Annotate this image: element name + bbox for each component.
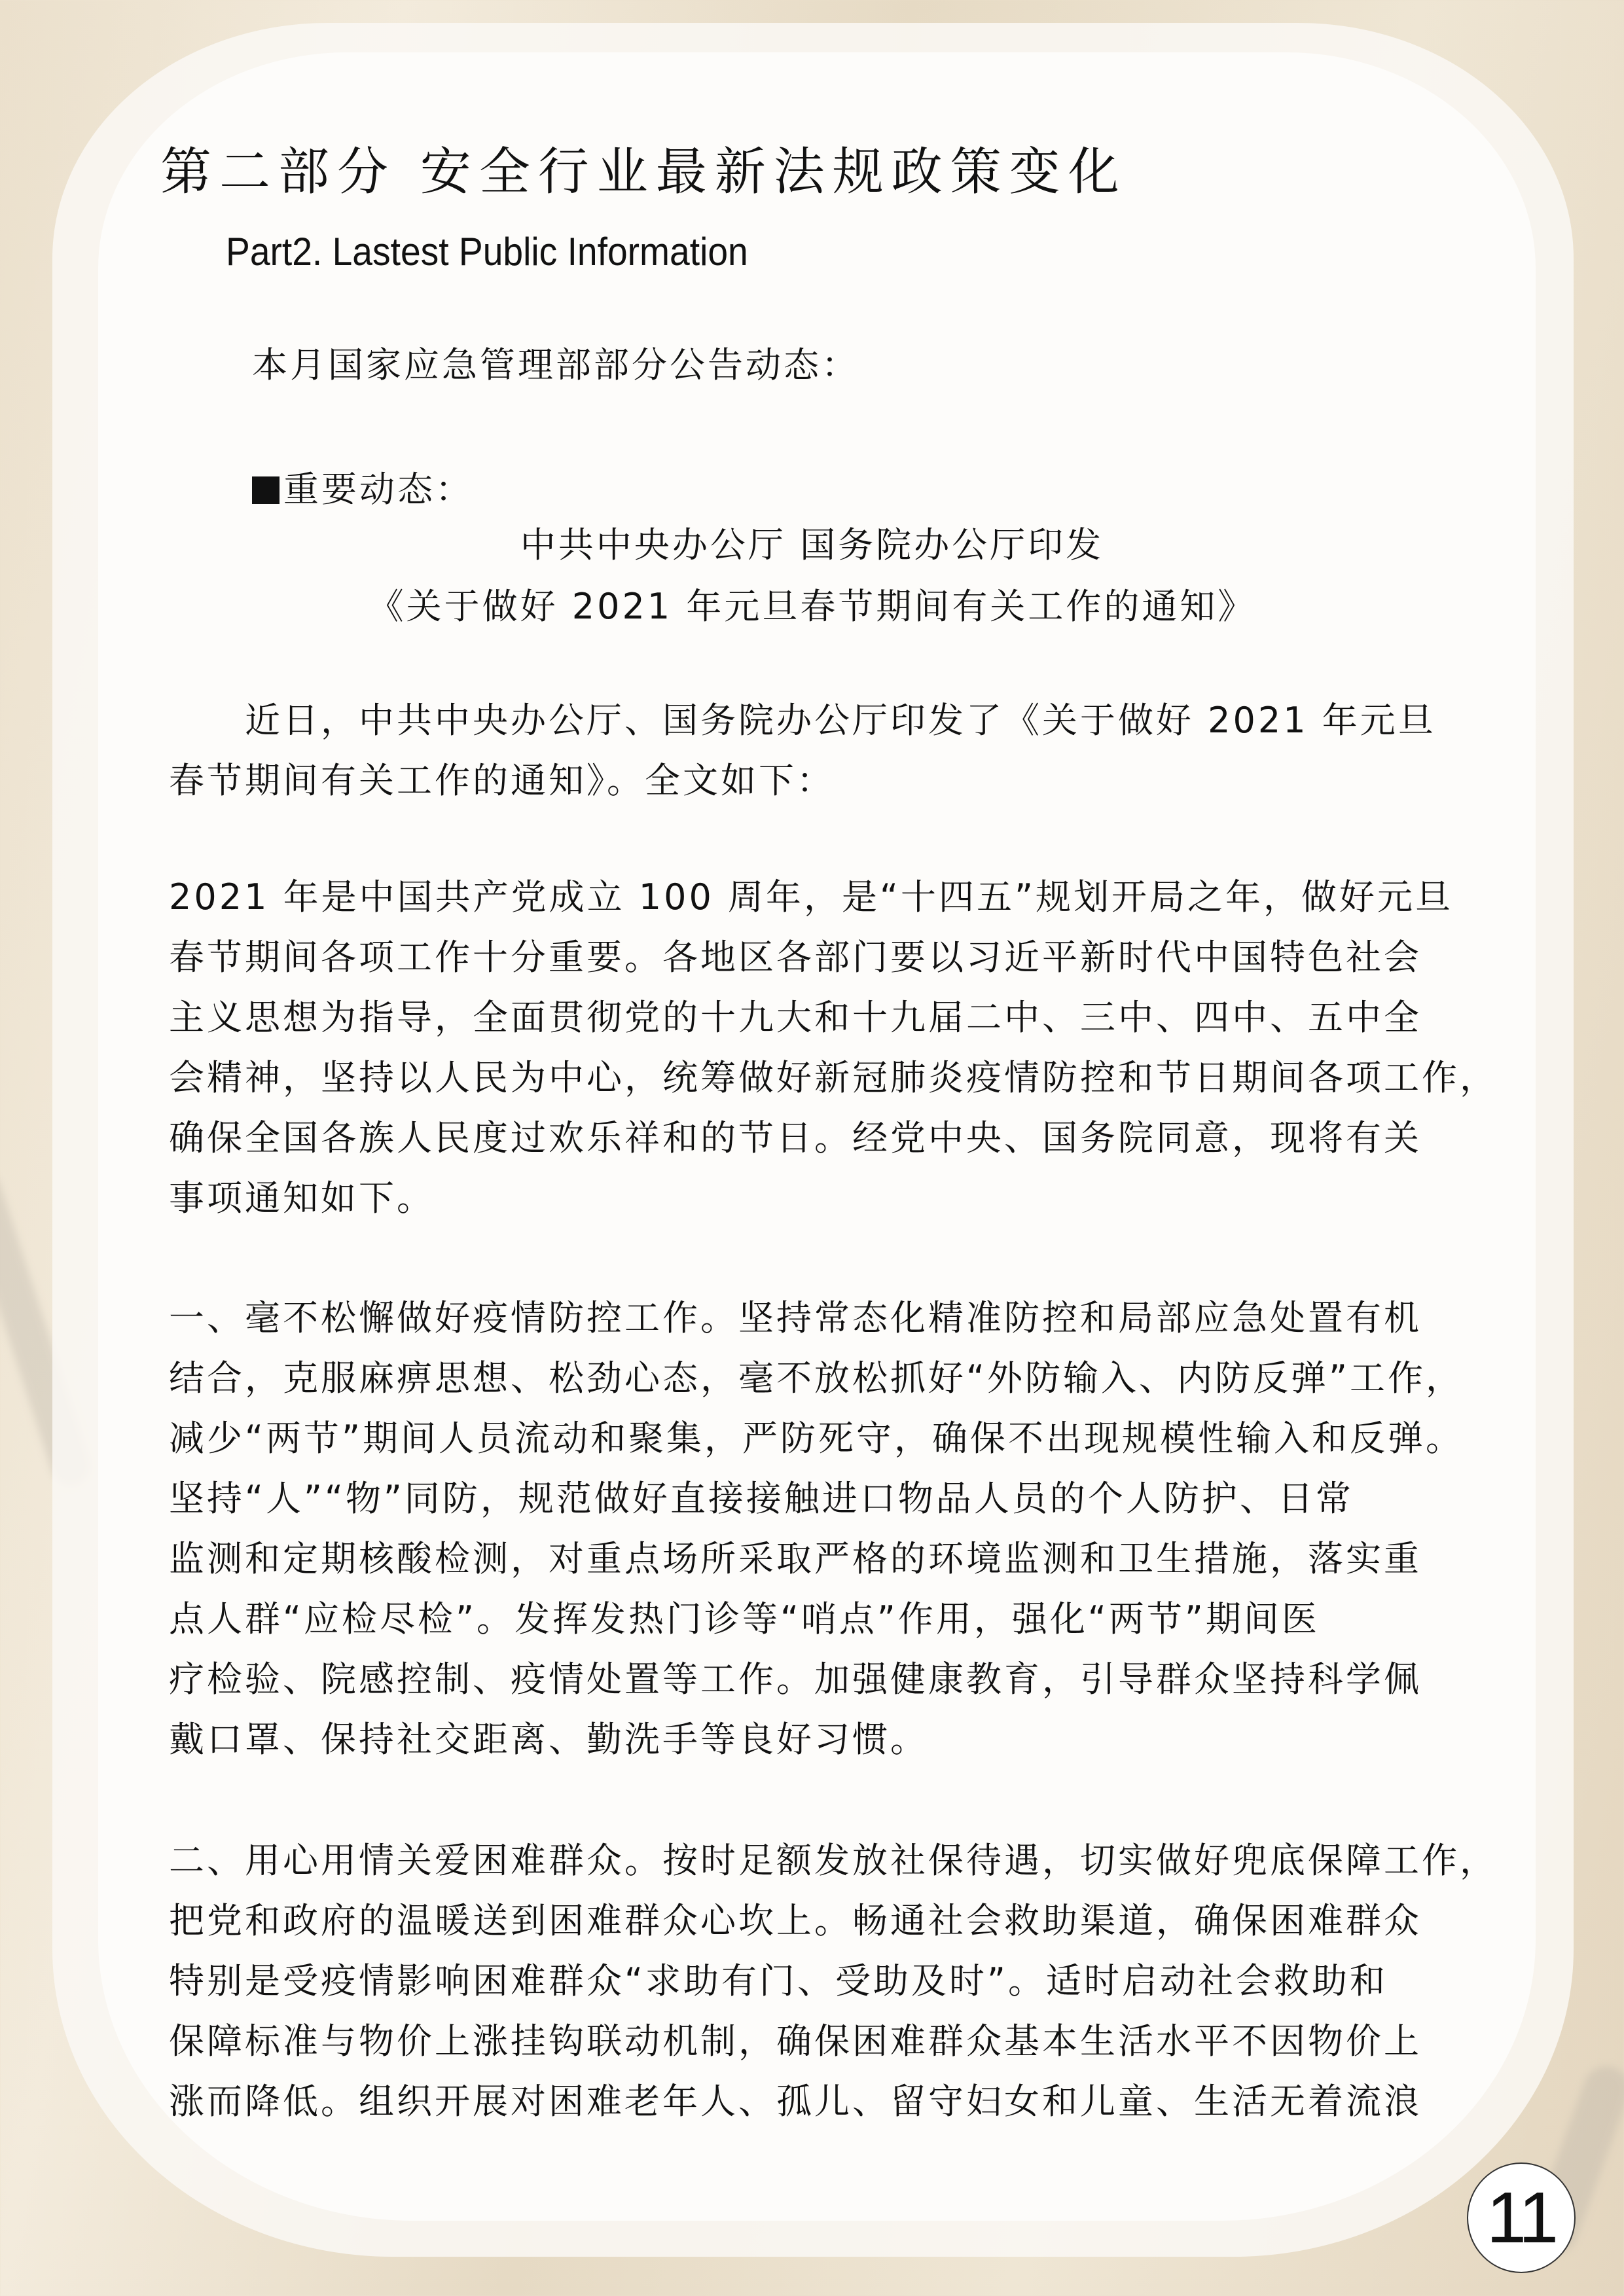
text-line: 点人群“应检尽检”。发挥发热门诊等“哨点”作用，强化“两节”期间医 <box>169 1598 1320 1640</box>
black-square-icon <box>252 476 280 504</box>
text-line: 监测和定期核酸检测，对重点场所采取严格的环境监测和卫生措施，落实重 <box>169 1538 1422 1579</box>
paragraph-preamble <box>169 867 1498 1229</box>
text-line: 保障标准与物价上涨挂钩联动机制，确保困难群众基本生活水平不因物价上 <box>169 2020 1422 2062</box>
text-line: 一、毫不松懈做好疫情防控工作。坚持常态化精准防控和局部应急处置有机 <box>169 1297 1422 1338</box>
text-line: 坚持“人”“物”同防，规范做好直接接触进口物品人员的个人防护、日常 <box>169 1478 1354 1519</box>
text-line: 春节期间各项工作十分重要。各地区各部门要以习近平新时代中国特色社会 <box>169 937 1422 978</box>
text-line: 把党和政府的温暖送到困难群众心坎上。畅通社会救助渠道，确保困难群众 <box>169 1900 1422 1941</box>
text-line: 春节期间有关工作的通知》。全文如下： <box>169 760 835 801</box>
notice-heading-line1: 中共中央办公厅 国务院办公厅印发 <box>520 524 1104 565</box>
text-line: 戴口罩、保持社交距离、勤洗手等良好习惯。 <box>169 1719 928 1760</box>
text-line: 近日，中共中央办公厅、国务院办公厅印发了《关于做好 2021 年元旦 <box>169 700 1436 741</box>
important-label-text: 重要动态： <box>283 469 473 510</box>
section-subtitle: Part2. Lastest Public Information <box>226 230 748 274</box>
section-title: 第二部分 安全行业最新法规政策变化 <box>160 143 1127 202</box>
text-line: 疗检验、院感控制、疫情处置等工作。加强健康教育，引导群众坚持科学佩 <box>169 1659 1422 1700</box>
intro-text: 本月国家应急管理部部分公告动态： <box>252 344 859 386</box>
text-line: 会精神，坚持以人民为中心，统筹做好新冠肺炎疫情防控和节日期间各项工作， <box>169 1057 1498 1098</box>
paragraph-intro <box>169 691 1491 811</box>
text-line: 确保全国各族人民度过欢乐祥和的节日。经党中央、国务院同意，现将有关 <box>169 1117 1422 1158</box>
page-number-text: 11 <box>1486 2178 1557 2258</box>
text-line: 特别是受疫情影响困难群众“求助有门、受助及时”。适时启动社会救助和 <box>169 1960 1388 2001</box>
page-number <box>1467 2162 1576 2273</box>
text-line: 涨而降低。组织开展对困难老年人、孤儿、留守妇女和儿童、生活无着流浪 <box>169 2081 1422 2122</box>
text-line: 减少“两节”期间人员流动和聚集，严防死守，确保不出现规模性输入和反弹。 <box>169 1418 1464 1459</box>
text-line: 二、用心用情关爱困难群众。按时足额发放社保待遇，切实做好兜底保障工作， <box>169 1840 1498 1881</box>
text-line: 结合，克服麻痹思想、松劲心态，毫不放松抓好“外防输入、内防反弹”工作， <box>169 1357 1464 1399</box>
paragraph-section-2 <box>169 1831 1498 2132</box>
important-label <box>252 461 473 512</box>
notice-heading-line2: 《关于做好 2021 年元旦春节期间有关工作的通知》 <box>368 586 1256 627</box>
text-line: 事项通知如下。 <box>169 1177 435 1219</box>
paragraph-section-1 <box>169 1288 1491 1770</box>
text-line: 主义思想为指导，全面贯彻党的十九大和十九届二中、三中、四中、五中全 <box>169 997 1422 1038</box>
text-line: 2021 年是中国共产党成立 100 周年，是“十四五”规划开局之年，做好元旦 <box>169 876 1453 918</box>
